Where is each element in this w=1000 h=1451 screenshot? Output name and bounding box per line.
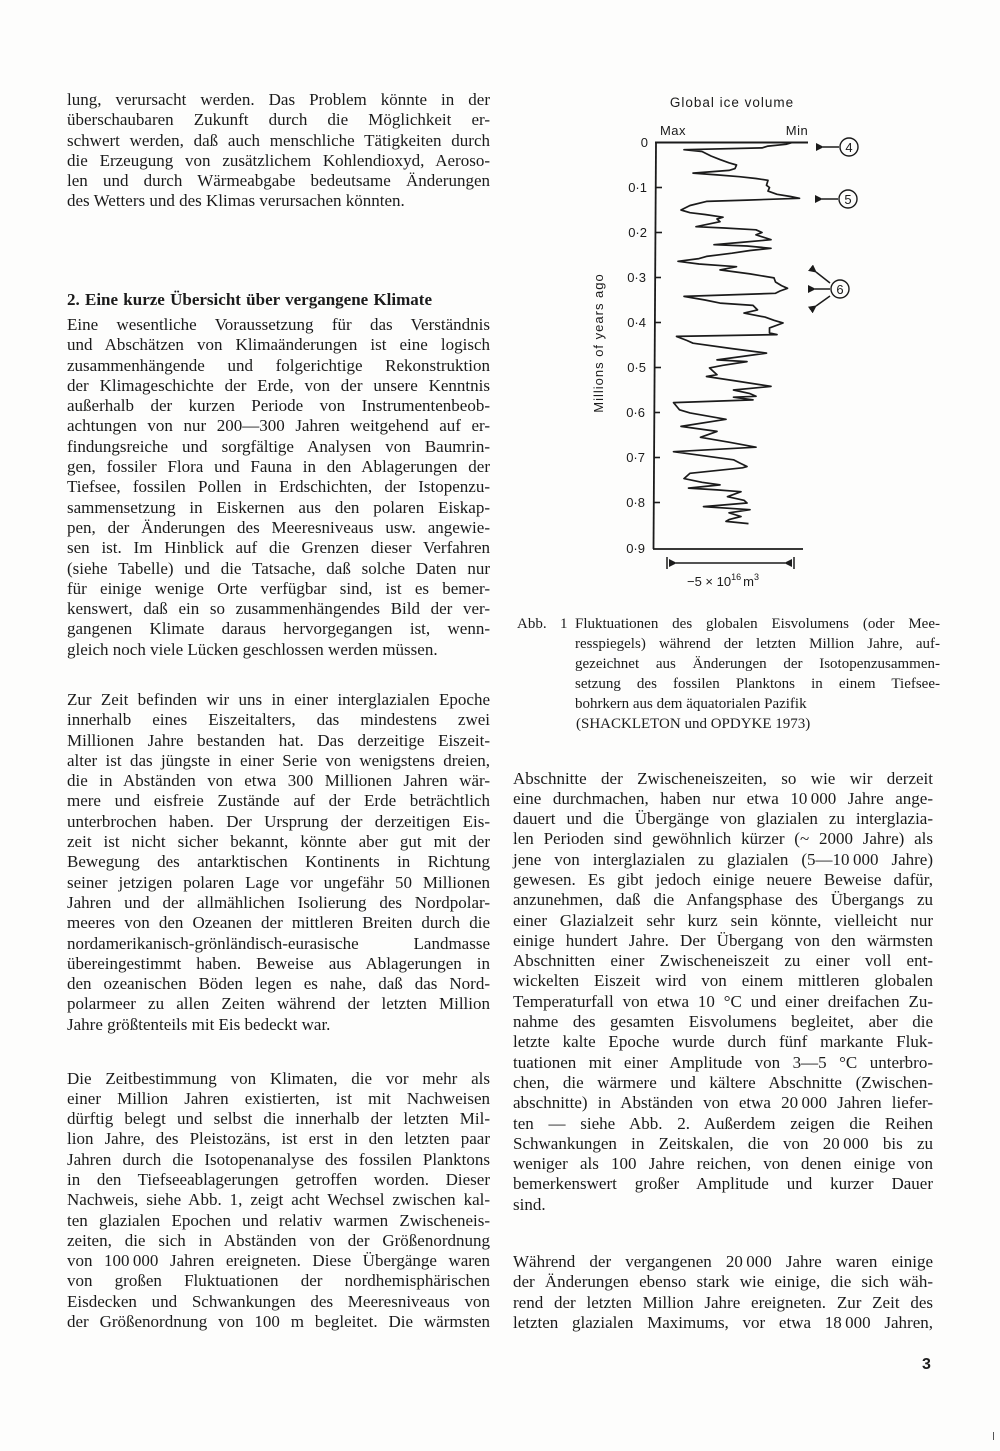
text-line: Nachweis, siehe Abb. 1, zeigt acht Wechsel zwischen kal-	[67, 1190, 490, 1210]
text-line: Fluktuationen des globalen Eisvolumens (oder Mee-	[575, 615, 940, 632]
scale-bar-unit: m	[743, 574, 754, 589]
y-tick-label: 0·9	[626, 541, 645, 556]
section-heading: 2. Eine kurze Übersicht über vergangene Klimate	[67, 290, 433, 309]
text-line: setzung des fossilen Planktons in einem Tiefsee-	[575, 675, 940, 692]
text-line: unterbrochen haben. Der Ursprung der derzeitigen Eis-	[67, 811, 490, 831]
text-line: weniger als 100 Jahre reichen, von denen einige von	[513, 1154, 933, 1174]
intro-paragraph	[67, 90, 490, 212]
text-line: bemerkenswert großer Amplitude und kurzer Dauer	[513, 1174, 933, 1194]
page-number: 3	[922, 1356, 931, 1373]
y-tick-label: 0·8	[626, 495, 645, 510]
annotation-4	[823, 138, 858, 156]
arrow-down-left-icon	[816, 296, 830, 306]
y-axis	[654, 143, 657, 550]
y-tick-label: 0·2	[628, 225, 647, 240]
text-line: Jahren durch die Isotopenanalyse des fossilen Planktons	[67, 1149, 490, 1169]
chart-title: Global ice volume	[669, 95, 795, 110]
text-line: von 100 000 Jahren ereigneten. Diese Übergänge waren	[67, 1251, 490, 1271]
y-tick-label: 0·5	[627, 360, 646, 375]
text-line: in den Tiefseeablagerungen getroffen worden. Dieser	[67, 1169, 490, 1189]
text-line: Eine wesentliche Voraussetzung für das Verständnis	[67, 315, 490, 334]
caption-label: Abb.	[517, 615, 547, 632]
text-line: Bewegung des antarktischen Kontinents in Richtung	[67, 852, 490, 872]
text-line: überschaubaren Zukunft durch die Möglichkeit er-	[67, 110, 490, 130]
y-tick-label: 0·4	[627, 315, 646, 330]
text-line: tuationen mit einer Amplitude von 3—5 °C unterbro-	[513, 1052, 933, 1072]
text-line: meeres von den Ozeanen der mittleren Breiten durch die	[67, 913, 490, 933]
paragraph-last-20000-years	[513, 1252, 933, 1333]
scan-mark	[993, 1432, 994, 1440]
text-line: Während der vergangenen 20 000 Jahre waren einige	[513, 1252, 933, 1271]
scale-bar	[667, 557, 794, 569]
annotation-5	[822, 190, 857, 208]
text-line: chen, die wärmere und kältere Abschnitte (Zwischen-	[513, 1072, 933, 1092]
y-tick-labels	[626, 135, 648, 556]
annotation-label: 6	[836, 282, 844, 297]
text-line: den ozeanischen Böden legen es nahe, daß das Nord-	[67, 974, 490, 994]
figure-caption	[575, 614, 940, 714]
text-line: Jahren und der allmählichen Isolierung des Nordpolar-	[67, 892, 490, 912]
text-line: lion Jahre, des Pleistozäns, ist erst in den letzten paar	[67, 1129, 490, 1149]
text-line: nordamerikanisch-grönländisch-eurasische Landmasse	[67, 933, 490, 953]
paragraph-interglacial	[67, 690, 490, 1035]
paragraph-dating	[67, 1069, 490, 1333]
text-line: achtungen von nur 200—300 Jahren weitgehend auf er-	[67, 416, 490, 436]
text-line: len und durch Wärmeabgabe bedeutsame Änderungen	[67, 171, 490, 191]
text-line: sind.	[513, 1194, 546, 1214]
text-line: gewesen. Es gibt jedoch einige neuere Beweise dafür,	[513, 869, 933, 889]
text-line: jene von interglazialen zu glazialen (5—10 000 Jahre)	[513, 849, 933, 869]
text-line: bohrkern aus dem äquatorialen Pazifik	[575, 695, 807, 712]
scale-bar-unit-exponent: 3	[753, 572, 759, 582]
text-line: Abschnitten einer Zwischeneiszeit zu einer voll ent-	[513, 951, 933, 971]
text-line: lung, verursacht werden. Das Problem könnte in der	[67, 90, 490, 109]
scale-bar-exponent: 16	[731, 572, 742, 582]
text-line: polarmeer zu allen Zeiten während der letzten Million	[67, 994, 490, 1014]
paragraph-overview	[67, 315, 490, 660]
text-line: Eisdecken und Schwankungen des Meeresniveaus von	[67, 1291, 490, 1311]
annotation-6	[815, 272, 849, 306]
text-line: einer Million Jahren existierten, ist mit Nachweisen	[67, 1088, 490, 1108]
text-line: einige hundert Jahre. Der Übergang von den wärmsten	[513, 930, 933, 950]
caption-reference: (SHACKLETON und OPDYKE 1973)	[576, 715, 811, 732]
caption-number: 1	[560, 615, 568, 632]
text-line: gen, fossiler Flora und Fauna in den Ablagerungen der	[67, 457, 490, 477]
text-line: mere und eisfreie Zustände auf der Erde beträchtlich	[67, 791, 490, 811]
text-line: schwert werden, daß auch menschliche Tätigkeiten durch	[67, 130, 490, 150]
axis-label-max: Max	[659, 123, 687, 138]
text-line: ten glazialen Epochen und relativ warmen Zwischeneis-	[67, 1210, 490, 1230]
y-tick-label: 0·3	[627, 270, 646, 285]
text-line: alter ist das jüngste in einer Serie von wenigstens dreien,	[67, 750, 490, 770]
text-line: die in Abständen von etwa 300 Millionen Jahren wär-	[67, 771, 490, 791]
text-line: Millionen Jahre bestanden hat. Das derzeitige Eiszeit-	[67, 730, 490, 750]
text-line: Temperaturfall von etwa 10 °C und einer dreifachen Zu-	[513, 991, 933, 1011]
text-line: rend der letzten Million Jahre ereigneten. Zur Zeit des	[513, 1292, 933, 1312]
text-line: sen ist. Im Hinblick auf die Grenzen dieser Verfahren	[67, 538, 490, 558]
axis-label-min: Min	[785, 123, 809, 138]
text-line: abschnitte) in Abständen von etwa 20 000 Jahren liefer-	[513, 1093, 933, 1113]
text-line: letzte kalte Epoche wurde durch fünf markante Fluk-	[513, 1032, 933, 1052]
text-line: resspiegels) während der letzten Million Jahre, auf-	[575, 635, 940, 652]
y-tick-label: 0·6	[626, 405, 645, 420]
text-line: der Größenordnung von 100 m begleitet. Die wärmsten	[67, 1312, 490, 1332]
text-line: gezeichnet aus Änderungen der Isotopenzusammen-	[575, 655, 940, 672]
text-line: nahme des gesamten Eisvolumens begleitet, aber die	[513, 1012, 933, 1032]
text-line: eine durchmachen, haben nur etwa 10 000 Jahre ange-	[513, 788, 933, 808]
ice-volume-curve	[674, 143, 800, 524]
text-line: die Erzeugung von zusätzlichem Kohlendioxyd, Aeroso-	[67, 150, 490, 170]
text-line: ten — siehe Abb. 2. Außerdem zeigen die Reihen	[513, 1113, 933, 1133]
ice-volume-figure	[560, 85, 900, 605]
y-tick-label: 0·7	[626, 450, 645, 465]
scale-bar-label	[687, 572, 759, 589]
text-line: pen, der Änderungen des Meeresniveaus usw. angewie-	[67, 517, 490, 537]
text-line: kenswert, daß ein so zusammenhängendes Bild der ver-	[67, 599, 490, 619]
text-line: dauert und die Übergänge von glazialen zu interglazia-	[513, 809, 933, 829]
text-line: wickelten Eiszeit wird von einem mittleren globalen	[513, 971, 933, 991]
text-line: einer Glazialzeit sehr kurz sein könnte, vielleicht nur	[513, 910, 933, 930]
text-line: zeiten, die sich in Abständen von der Größenordnung	[67, 1230, 490, 1250]
text-line: innerhalb eines Eiszeitalters, das mindestens zwei	[67, 710, 490, 730]
text-line: der Änderungen ebenso stark wie einige, die sich wäh-	[513, 1272, 933, 1292]
text-line: zusammenhängende und folgerichtige Rekonstruktion	[67, 355, 490, 375]
scale-bar-value: −5 × 10	[687, 574, 732, 589]
text-line: Jahre größtenteils mit Eis bedeckt war.	[67, 1014, 331, 1034]
annotation-label: 5	[844, 192, 852, 207]
text-line: sammensetzung in Eiskernen aus den polaren Eiskap-	[67, 497, 490, 517]
annotation-label: 4	[845, 140, 853, 155]
y-tick-label: 0·1	[628, 180, 647, 195]
text-line: len Perioden sind gewöhnlich kürzer (~ 2000 Jahre) als	[513, 829, 933, 849]
text-line: gangenen Klimate daraus hervorgegangen ist, wenn-	[67, 619, 490, 639]
text-line: anzunehmen, daß die Anfangsphase des Übergangs zu	[513, 890, 933, 910]
text-line: Abschnitte der Zwischeneiszeiten, so wie wir derzeit	[513, 768, 933, 788]
text-line: des Wetters und des Klimas verursachen könnten.	[67, 191, 405, 211]
text-line: und Abschätzen von Klimaänderungen ist eine logisch	[67, 335, 490, 355]
text-line: findungsreiche und sorgfältige Analysen von Baumrin-	[67, 436, 490, 456]
arrow-up-left-icon	[816, 272, 830, 283]
text-line: seiner jetzigen polaren Lage vor ungefähr 50 Millionen	[67, 872, 490, 892]
text-line: (siehe Tabelle) und die Tatsache, daß solche Daten nur	[67, 558, 490, 578]
text-line: übereingestimmt haben. Beweise aus Ablagerungen in	[67, 953, 490, 973]
text-line: der Klimageschichte der Erde, von der unsere Kenntnis	[67, 375, 490, 395]
y-axis-label: Millions of years ago	[591, 273, 606, 413]
text-line: gleich noch viele Lücken geschlossen werden müssen.	[67, 639, 438, 659]
text-line: dürftig belegt und selbst die innerhalb der letzten Mil-	[67, 1109, 490, 1129]
text-line: außerhalb der kurzen Periode von Instrumentenbeob-	[67, 396, 490, 416]
text-line: Die Zeitbestimmung von Klimaten, die vor mehr als	[67, 1068, 490, 1088]
paragraph-transitions	[513, 769, 933, 1216]
y-tick-label: 0	[640, 135, 648, 150]
text-line: Zur Zeit befinden wir uns in einer interglazialen Epoche	[67, 690, 490, 709]
text-line: letzten glazialen Maximums, vor etwa 18 000 Jahren,	[513, 1312, 933, 1332]
text-line: von großen Fluktuationen der nordhemisphärischen	[67, 1271, 490, 1291]
text-line: für einige wenige Orte verfügbar sind, ist es bemer-	[67, 578, 490, 598]
text-line: zeit ist nicht sicher bekannt, könnte aber gut mit der	[67, 832, 490, 852]
text-line: Schwankungen in Zeitskalen, die von 20 000 bis zu	[513, 1133, 933, 1153]
text-line: Tiefsee, fossilen Pollen in Erdschichten, der Istopenzu-	[67, 477, 490, 497]
